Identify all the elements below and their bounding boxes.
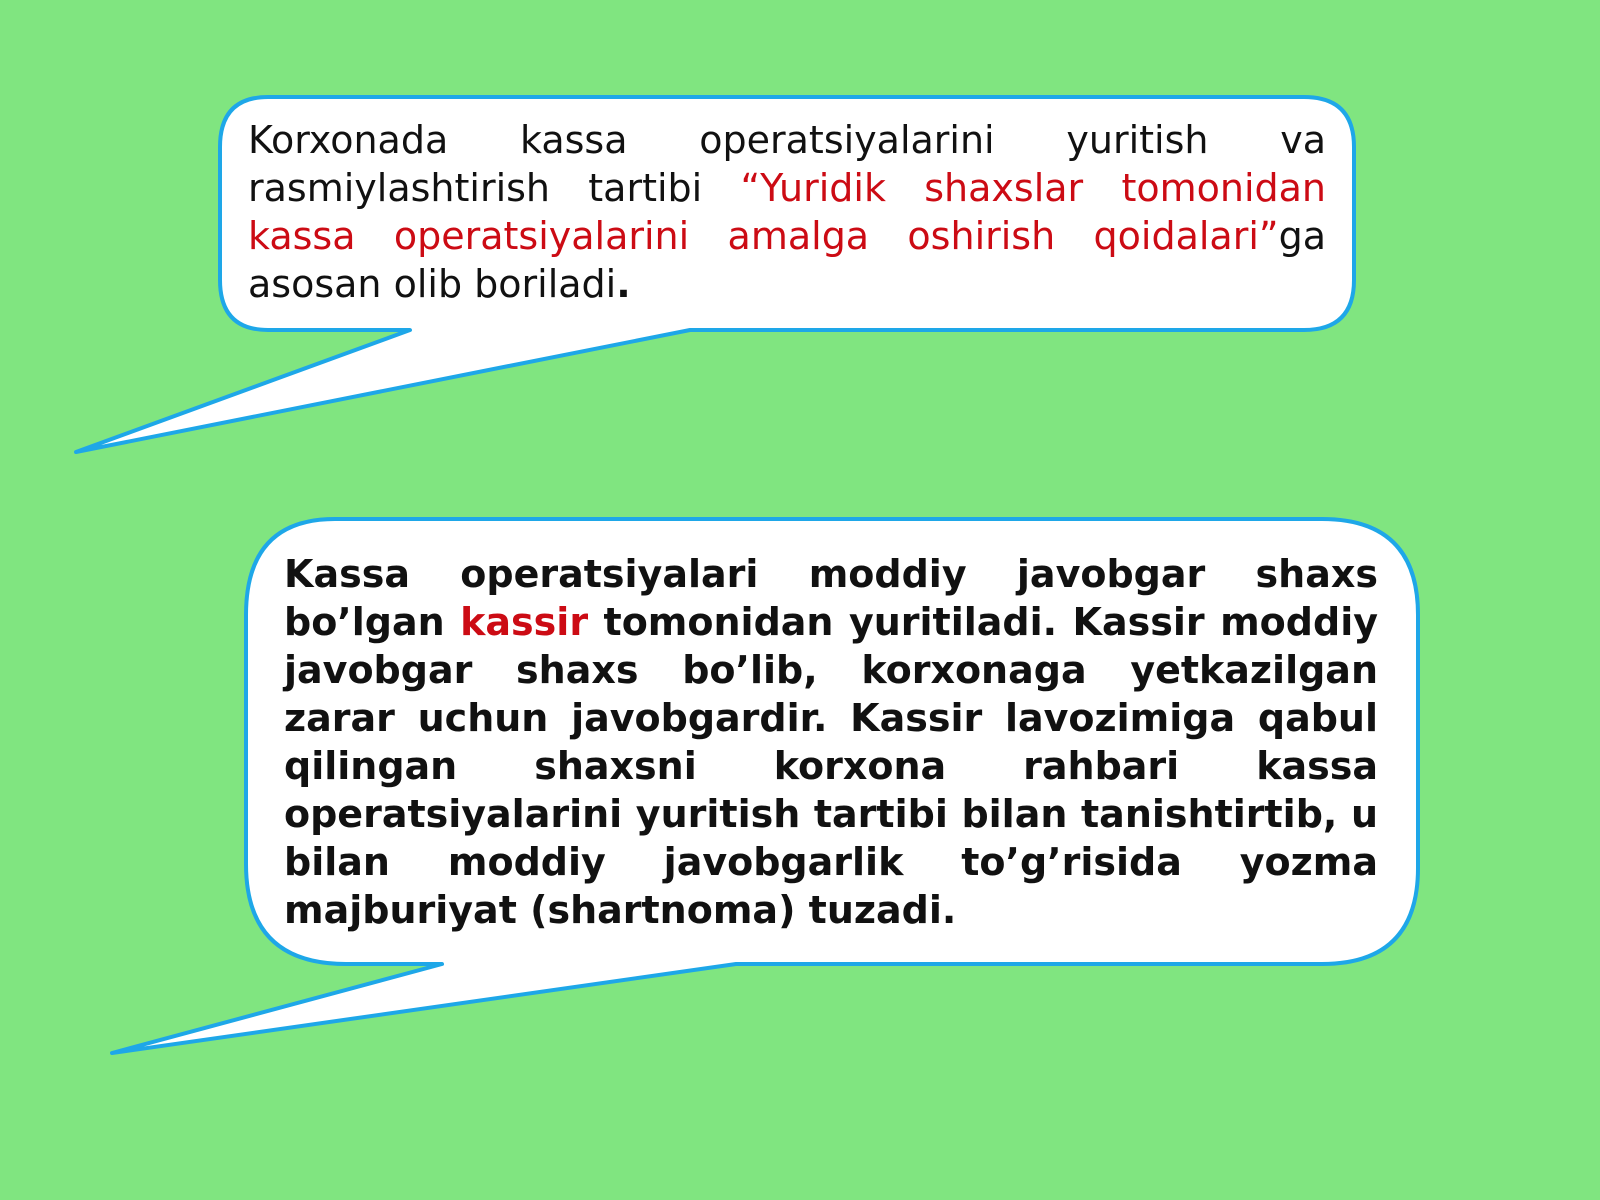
speech-bubble-1-text — [248, 116, 1326, 308]
bubble1-text-before: Korxonada kassa operatsiyalarini yuritish va rasmiylashtirish tartibi — [248, 118, 1326, 210]
speech-bubble-2-text — [284, 550, 1378, 934]
bubble1-text-after: ga asosan olib boriladi — [248, 214, 1326, 306]
bubble2-highlight-cashier: kassir — [460, 600, 589, 644]
bubble2-text-before: Kassa operatsiyalari moddiy javobgar shaxs bo’lgan — [284, 552, 1378, 644]
bubble1-end-mark: . — [616, 262, 631, 306]
bubble2-text-after: tomonidan yuritiladi. Kassir moddiy javobgar shaxs bo’lib, korxonaga yetkazilgan zarar uchun javobgardir. Kassir lavozimiga qabul qilingan shaxsni korxona rahbari kassa operatsiyalarini yuritish tartibi bilan tanishtirtib, u bilan moddiy javobgarlik to’g’risida yozma majburiyat (shartnoma) tuzadi. — [284, 600, 1378, 932]
bubble1-highlight-regulation: “Yuridik shaxslar tomonidan kassa operatsiyalarini amalga oshirish qoidalari” — [248, 166, 1326, 258]
